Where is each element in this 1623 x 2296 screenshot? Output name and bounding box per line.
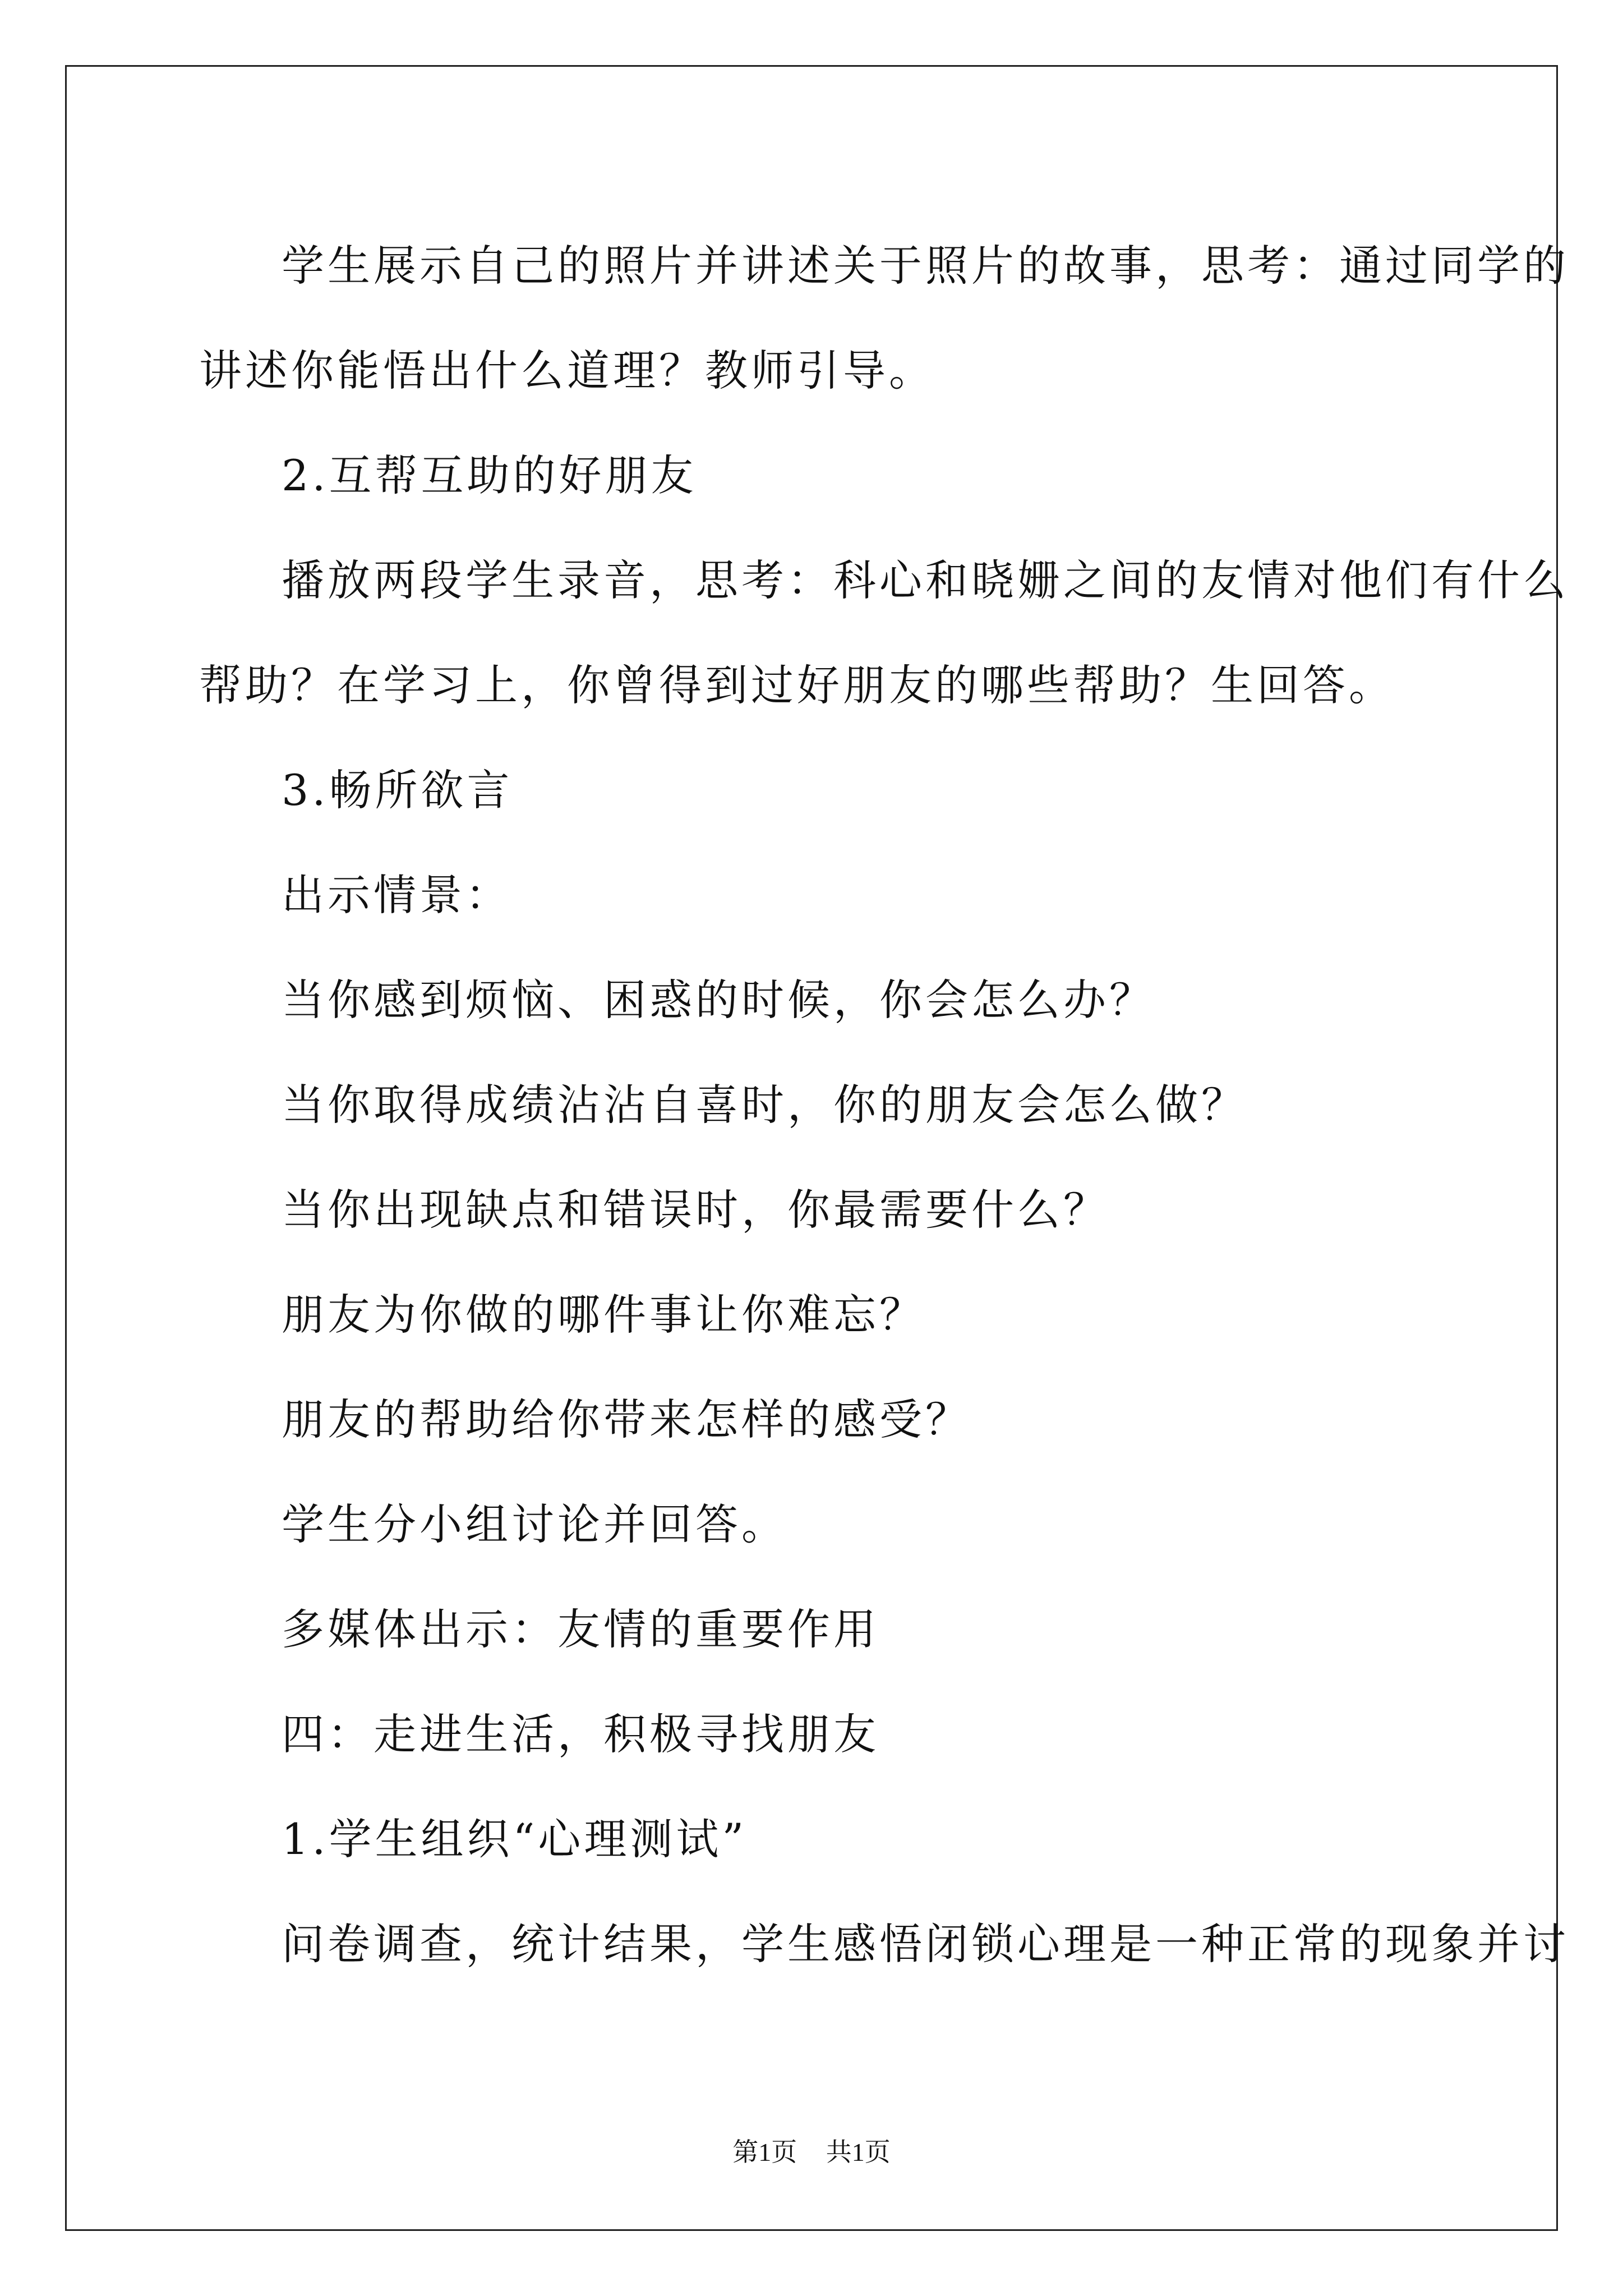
section-heading: 四：走进生活，积极寻找朋友	[282, 1709, 879, 1759]
question-line: 当你取得成绩沾沾自喜时，你的朋友会怎么做？	[282, 1080, 1247, 1130]
document-body	[199, 213, 1569, 1996]
paragraph-line: 帮助？在学习上，你曾得到过好朋友的哪些帮助？生回答。	[199, 660, 1395, 710]
question-line: 朋友的帮助给你带来怎样的感受？	[282, 1395, 971, 1444]
paragraph-line: 问卷调查，统计结果，学生感悟闭锁心理是一种正常的现象并讨	[282, 1919, 1569, 1969]
question-line: 朋友为你做的哪件事让你难忘？	[282, 1290, 925, 1340]
question-line: 当你出现缺点和错误时，你最需要什么？	[282, 1185, 1109, 1235]
section-heading: 3.畅所欲言	[282, 765, 513, 815]
paragraph-line: 出示情景：	[282, 870, 511, 920]
page-number-current: 第1页	[732, 2138, 797, 2166]
page-footer	[0, 2132, 1623, 2169]
paragraph-line: 讲述你能悟出什么道理？教师引导。	[199, 346, 935, 395]
section-heading: 1.学生组织“心理测试”	[282, 1814, 748, 1864]
page-number-total: 共1页	[826, 2138, 891, 2166]
paragraph-line: 学生展示自己的照片并讲述关于照片的故事，思考：通过同学的	[282, 241, 1569, 291]
question-line: 当你感到烦恼、困惑的时候，你会怎么办？	[282, 975, 1155, 1025]
paragraph-line: 多媒体出示：友情的重要作用	[282, 1604, 879, 1654]
section-heading: 2.互帮互助的好朋友	[282, 450, 697, 500]
paragraph-line: 播放两段学生录音，思考：科心和晓姗之间的友情对他们有什么	[282, 555, 1569, 605]
paragraph-line: 学生分小组讨论并回答。	[282, 1499, 787, 1549]
